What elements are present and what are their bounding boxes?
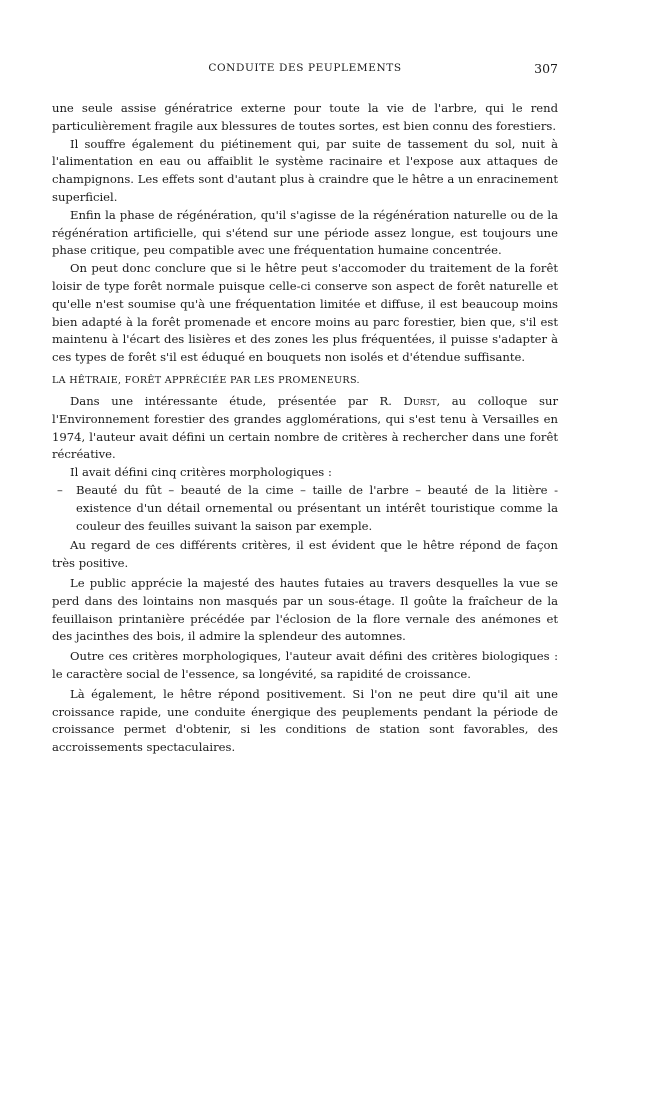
paragraph-public-appreciation: Le public apprécie la majesté des hautes futaies au travers desquelles la vue se perd dans des lointains non masqués par un sous-étage. Il goûte la fraîcheur de la feuillaison printanière précédée par l'éclosion de la flore vernale des anémones et des jacinthes des bois, il admire la splendeur des automnes.: [52, 575, 558, 644]
book-page: [52, 62, 558, 757]
running-title: CONDUITE DES PEUPLEMENTS: [208, 62, 402, 74]
paragraph-conclusion: On peut donc conclure que si le hêtre peut s'accomoder du traitement de la forêt loisir de type forêt normale puisque celle-ci conserve son aspect de forêt naturelle et qu'elle n'est soumise qu'à une fréquentation limitée et diffuse, il est beaucoup moins bien adapté à la forêt promenade et encore moins au parc forestier, bien que, s'il est maintenu à l'écart des lisières et des zones les plus fréquentées, il puisse s'adapter à ces types de forêt s'il est éduqué en bouquets non isolés et d'étendue suffisante.: [52, 261, 558, 365]
paragraph-growth: Là également, le hêtre répond positivement. Si l'on ne peut dire qu'il ait une croissance rapide, une conduite énergique des peuplements pendant la période de croissance permet d'obtenir, si les conditions de station sont favorables, des accroissements spectaculaires.: [52, 686, 558, 755]
paragraph-positive-response: Au regard de ces différents critères, il est évident que le hêtre répond de façon très positive.: [52, 538, 558, 571]
paragraph-trampling: Il souffre également du piétinement qui, par suite de tassement du sol, nuit à l'alimentation en eau ou affaiblit le système racinaire et l'expose aux attaques de champignons. Les effets sont d'autant plus à craindre que le hêtre a un enracinement superficiel.: [52, 136, 558, 204]
paragraph-criteria-intro: Il avait défini cinq critères morphologiques :: [70, 465, 332, 480]
section-heading: LA HÊTRAIE, FORÊT APPRÉCIÉE PAR LES PROMENEURS.: [52, 374, 360, 386]
page-number: 307: [534, 61, 558, 76]
paragraph-durst-study: [52, 393, 558, 464]
paragraph-continued: une seule assise génératrice externe pour toute la vie de l'arbre, qui le rend particulièrement fragile aux blessures de toutes sortes, est bien connu des forestiers.: [52, 101, 558, 133]
list-item: [52, 482, 558, 535]
paragraph-biological-criteria: Outre ces critères morphologiques, l'auteur avait défini des critères biologiques : le caractère social de l'essence, sa longévité, sa rapidité de croissance.: [52, 649, 558, 681]
paragraph-regeneration: Enfin la phase de régénération, qu'il s'agisse de la régénération naturelle ou de la régénération artificielle, qui s'étend sur une période assez longue, est toujours une phase critique, peu compatible avec une fréquentation humaine concentrée.: [52, 207, 558, 258]
page-header: [52, 62, 558, 84]
list-item-text: Beauté du fût – beauté de la cime – taille de l'arbre – beauté de la litière - existence d'un détail ornemental ou présentant un intérêt touristique comme la couleur des feuilles suivant la saison par exemple.: [76, 482, 558, 533]
list-dash: –: [57, 482, 63, 497]
durst-text-after: , au colloque sur l'Environnement forestier des grandes agglomérations, qui s'est tenu à Versailles en 1974, l'auteur avait défini un certain nombre de critères à rechercher dans une forêt récréative.: [52, 393, 559, 462]
durst-text-before: Dans une intéressante étude, présentée par R.: [70, 393, 404, 408]
criteria-list: [52, 482, 558, 535]
author-name: Durst: [403, 393, 437, 408]
